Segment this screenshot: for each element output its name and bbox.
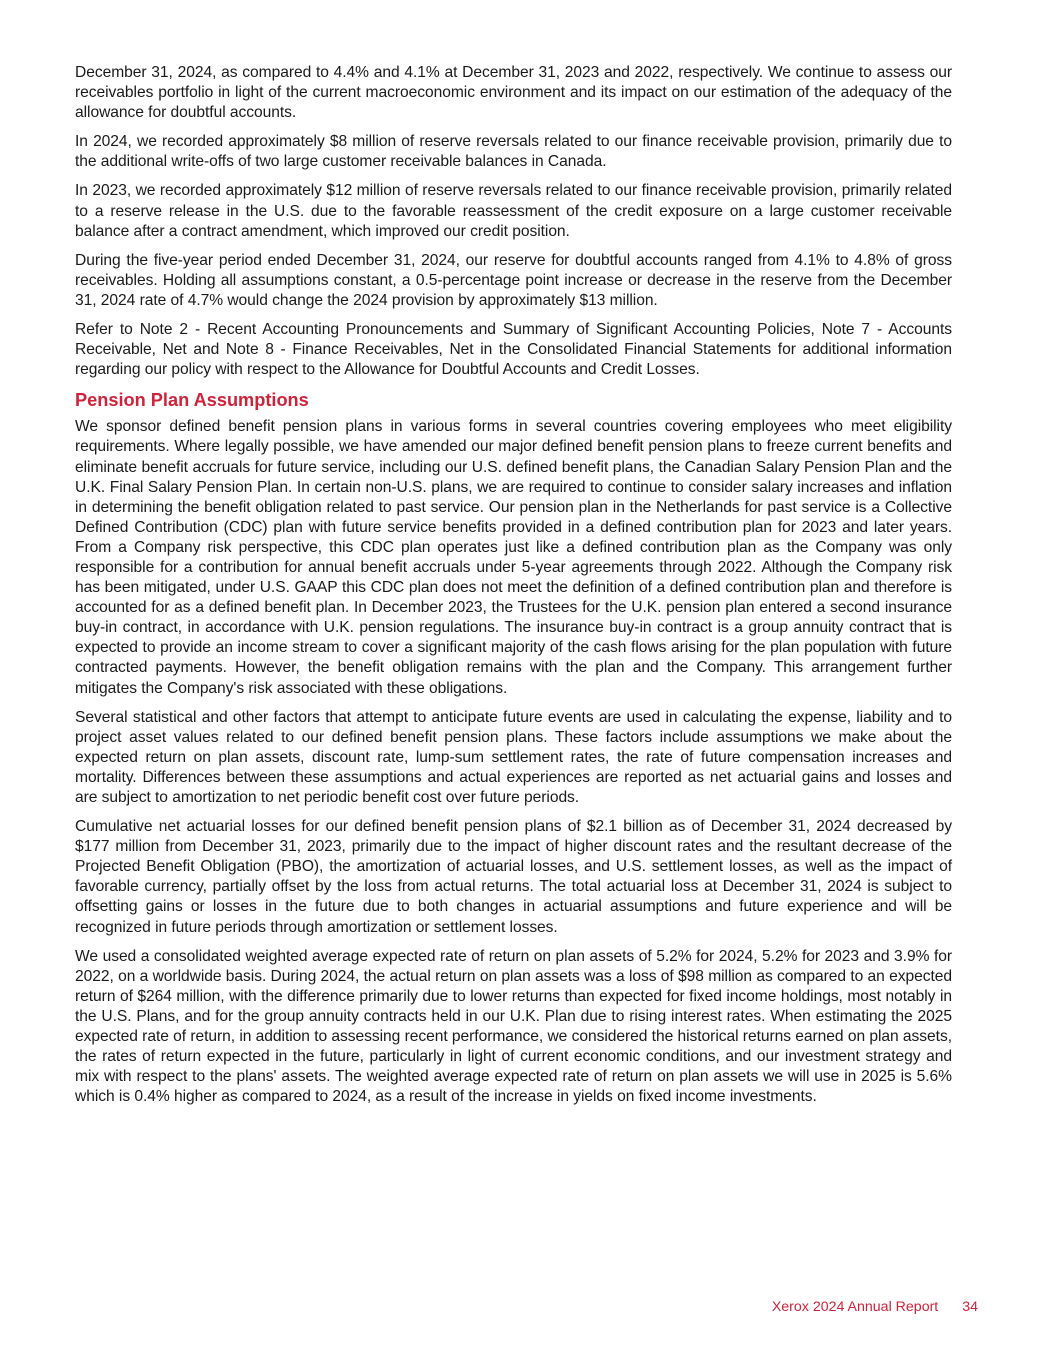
paragraph-2024-reserve-reversals: In 2024, we recorded approximately $8 million of reserve reversals related to our finance receivable provision, primarily due to the additional write-offs of two large customer receivable balances in Canada.: [75, 133, 952, 171]
section-heading-pension-plan-assumptions: Pension Plan Assumptions: [75, 390, 309, 411]
footer-page-number: 34: [962, 1299, 978, 1315]
document-body: [75, 63, 952, 1116]
paragraph-pension-plans-overview: We sponsor defined benefit pension plans in various forms in several countries covering employees who meet eligibility requirements. Where legally possible, we have amended our major defined benefit pension plans to freeze current benefits and eliminate benefit accruals for future service, including our U.S. defined benefit plans, the Canadian Salary Pension Plan and the U.K. Final Salary Pension Plan. In certain non-U.S. plans, we are required to continue to consider salary increases and inflation in determining the benefit obligation related to past service. Our pension plan in the Netherlands for past service is a Collective Defined Contribution (CDC) plan with future service benefits provided in a defined contribution plan for 2023 and later years. From a Company risk perspective, this CDC plan operates just like a defined contribution plan as the Company was only responsible for a contribution for annual benefit accruals under 5-year agreements through 2022. Although the Company risk has been mitigated, under U.S. GAAP this CDC plan does not meet the definition of a defined contribution plan and therefore is accounted for as a defined benefit plan. In December 2023, the Trustees for the U.K. pension plan entered a second insurance buy-in contract, in accordance with U.K. pension regulations. The insurance buy-in contract is a group annuity contract that is expected to provide an income stream to cover a significant majority of the cash flows arising for the plan population with future contracted payments. However, the benefit obligation remains with the plan and the Company. This arrangement further mitigates the Company's risk associated with these obligations.: [75, 418, 952, 697]
paragraph-allowance-rates: December 31, 2024, as compared to 4.4% and 4.1% at December 31, 2023 and 2022, respectively. We continue to assess our receivables portfolio in light of the current macroeconomic environment and its impact on our estimation of the adequacy of the allowance for doubtful accounts.: [75, 64, 952, 122]
paragraph-note-references: Refer to Note 2 - Recent Accounting Pronouncements and Summary of Significant Accounting Policies, Note 7 - Accounts Receivable, Net and Note 8 - Finance Receivables, Net in the Consolidated Financial Statements for additional information regarding our policy with respect to the Allowance for Doubtful Accounts and Credit Losses.: [75, 321, 952, 379]
paragraph-statistical-factors: Several statistical and other factors that attempt to anticipate future events are used in calculating the expense, liability and to project asset values related to our defined benefit pension plans. These factors include assumptions we make about the expected return on plan assets, discount rate, lump-sum settlement rates, the rate of future compensation increases and mortality. Differences between these assumptions and actual experiences are reported as net actuarial gains and losses and are subject to amortization to net periodic benefit cost over future periods.: [75, 708, 952, 806]
paragraph-2023-reserve-reversals: In 2023, we recorded approximately $12 million of reserve reversals related to our finance receivable provision, primarily related to a reserve release in the U.S. due to the favorable reassessment of the credit exposure on a large customer receivable balance after a contract amendment, which improved our credit position.: [75, 182, 952, 240]
page-footer: [0, 1299, 978, 1315]
footer-report-title: Xerox 2024 Annual Report: [771, 1299, 939, 1315]
paragraph-expected-return: We used a consolidated weighted average expected rate of return on plan assets of 5.2% for 2024, 5.2% for 2023 and 3.9% for 2022, on a worldwide basis. During 2024, the actual return on plan assets was a loss of $98 million as compared to an expected return of $264 million, with the difference primarily due to lower returns than expected for fixed income holdings, most notably in the U.S. Plans, and for the group annuity contracts held in our U.K. Plan due to rising interest rates. When estimating the 2025 expected rate of return, in addition to assessing recent performance, we considered the historical returns earned on plan assets, the rates of return expected in the future, particularly in light of current economic conditions, and our investment strategy and mix with respect to the plans' assets. The weighted average expected rate of return on plan assets we will use in 2025 is 5.6% which is 0.4% higher as compared to 2024, as a result of the increase in yields on fixed income investments.: [75, 947, 952, 1106]
paragraph-actuarial-losses: Cumulative net actuarial losses for our defined benefit pension plans of $2.1 billion as of December 31, 2024 decreased by $177 million from December 31, 2023, primarily due to the impact of higher discount rates and the resultant decrease of the Projected Benefit Obligation (PBO), the amortization of actuarial losses, and U.S. settlement losses, as well as the impact of favorable currency, partially offset by the loss from actual returns. The total actuarial loss at December 31, 2024 is subject to offsetting gains or losses in the future due to both changes in actuarial assumptions and future experience and will be recognized in future periods through amortization or settlement losses.: [75, 818, 952, 936]
paragraph-reserve-range: During the five-year period ended December 31, 2024, our reserve for doubtful accounts ranged from 4.1% to 4.8% of gross receivables. Holding all assumptions constant, a 0.5-percentage point increase or decrease in the reserve from the December 31, 2024 rate of 4.7% would change the 2024 provision by approximately $13 million.: [75, 251, 952, 309]
